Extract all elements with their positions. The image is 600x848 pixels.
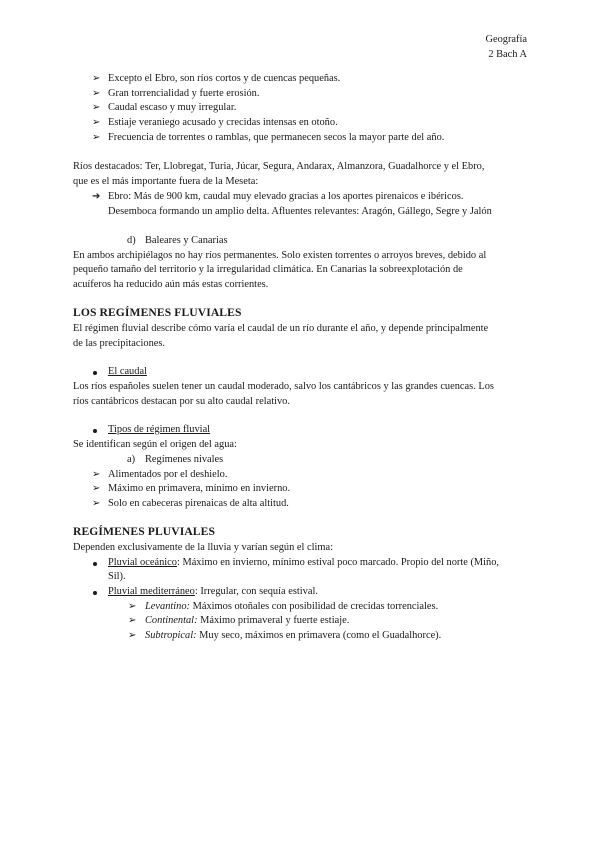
header-subject: Geografía xyxy=(485,34,527,45)
arrow-right-icon: ➔ xyxy=(92,191,101,202)
list-item: Caudal escaso y muy irregular. xyxy=(108,102,237,113)
section-marker: d) xyxy=(127,235,136,246)
ebro-line: Ebro: Más de 900 km, caudal muy elevado gracias a los aportes pirenaicos e ibéricos. xyxy=(108,191,464,202)
mediterranean-label: Pluvial mediterráneo xyxy=(108,586,195,597)
arrowhead-bullet-icon: ➢ xyxy=(128,615,137,626)
paragraph-line: ríos cantábricos destacan por su alto caudal relativo. xyxy=(73,396,290,407)
paragraph-line: que es el más importante fuera de la Meseta: xyxy=(73,176,259,187)
subtype-item xyxy=(145,629,441,644)
list-item: Frecuencia de torrentes o ramblas, que permanecen secos la mayor parte del año. xyxy=(108,132,445,143)
list-item: Gran torrencialidad y fuerte erosión. xyxy=(108,88,260,99)
arrowhead-bullet-icon: ➢ xyxy=(128,630,137,641)
subsection-title: Tipos de régimen fluvial xyxy=(108,424,211,435)
arrowhead-bullet-icon: ➢ xyxy=(92,483,101,494)
subtype-label: Levantino: xyxy=(145,601,191,612)
bullet-dot-icon xyxy=(93,591,97,595)
paragraph-line: Dependen exclusivamente de la lluvia y varían según el clima: xyxy=(73,542,333,553)
arrowhead-bullet-icon: ➢ xyxy=(92,132,101,143)
oceanic-text: : Máximo en invierno, mínimo estival poco marcado. Propio del norte (Miño, xyxy=(176,557,500,568)
list-item: Excepto el Ebro, son ríos cortos y de cuencas pequeñas. xyxy=(108,73,341,84)
mediterranean-line xyxy=(108,585,318,600)
bullet-dot-icon xyxy=(93,429,97,433)
subtype-label: Subtropical: xyxy=(145,630,197,641)
list-item: Máximo en primavera, mínimo en invierno. xyxy=(108,483,291,494)
section-heading: LOS REGÍMENES FLUVIALES xyxy=(73,306,242,319)
subtype-text: Máximos otoñales con posibilidad de crecidas torrenciales. xyxy=(190,601,439,612)
subtype-item xyxy=(145,614,349,629)
oceanic-label: Pluvial oceánico xyxy=(108,557,177,568)
paragraph-line: El régimen fluvial describe cómo varía el caudal de un río durante el año, y depende principalmente xyxy=(73,323,489,334)
subsection-title: El caudal xyxy=(108,366,147,377)
section-subtitle: Baleares y Canarias xyxy=(145,235,228,246)
bullet-dot-icon xyxy=(93,562,97,566)
paragraph-line: Ríos destacados: Ter, Llobregat, Turia, Júcar, Segura, Andarax, Almanzora, Guadalhorce y el Ebro, xyxy=(73,161,485,172)
list-item: Alimentados por el deshielo. xyxy=(108,469,228,480)
subtype-text: Muy seco, máximos en primavera (como el Guadalhorce). xyxy=(196,630,442,641)
paragraph-line: pequeño tamaño del territorio y la irregularidad climática. En Canarias la sobreexplotación de xyxy=(73,264,463,275)
arrowhead-bullet-icon: ➢ xyxy=(92,498,101,509)
arrowhead-bullet-icon: ➢ xyxy=(92,88,101,99)
paragraph-line: En ambos archipiélagos no hay ríos permanentes. Solo existen torrentes o arroyos breves, debido al xyxy=(73,250,487,261)
header-course: 2 Bach A xyxy=(488,49,527,60)
paragraph-line: Los ríos españoles suelen tener un caudal moderado, salvo los cantábricos y las grandes cuencas. Los xyxy=(73,381,494,392)
subtype-label: Continental: xyxy=(145,615,198,626)
paragraph-line: acuíferos ha reducido aún más estas corrientes. xyxy=(73,279,269,290)
arrowhead-bullet-icon: ➢ xyxy=(128,601,137,612)
arrowhead-bullet-icon: ➢ xyxy=(92,469,101,480)
arrowhead-bullet-icon: ➢ xyxy=(92,73,101,84)
subtype-text: Máximo primaveral y fuerte estiaje. xyxy=(197,615,350,626)
section-subtitle: Regímenes nivales xyxy=(145,454,224,465)
arrowhead-bullet-icon: ➢ xyxy=(92,102,101,113)
bullet-dot-icon xyxy=(93,371,97,375)
section-heading: REGÍMENES PLUVIALES xyxy=(73,525,216,538)
mediterranean-text: : Irregular, con sequía estival. xyxy=(194,586,318,597)
paragraph-line: de las precipitaciones. xyxy=(73,338,166,349)
list-item: Estiaje veraniego acusado y crecidas intensas en otoño. xyxy=(108,117,338,128)
subtype-item xyxy=(145,600,438,615)
section-marker: a) xyxy=(127,454,136,465)
list-item: Solo en cabeceras pirenaicas de alta altitud. xyxy=(108,498,289,509)
ebro-line: Desemboca formando un amplio delta. Afluentes relevantes: Aragón, Gállego, Segre y Jalón xyxy=(108,206,492,217)
arrowhead-bullet-icon: ➢ xyxy=(92,117,101,128)
oceanic-line-2: Sil). xyxy=(108,571,126,582)
paragraph-line: Se identifican según el origen del agua: xyxy=(73,439,237,450)
oceanic-line xyxy=(108,556,499,571)
